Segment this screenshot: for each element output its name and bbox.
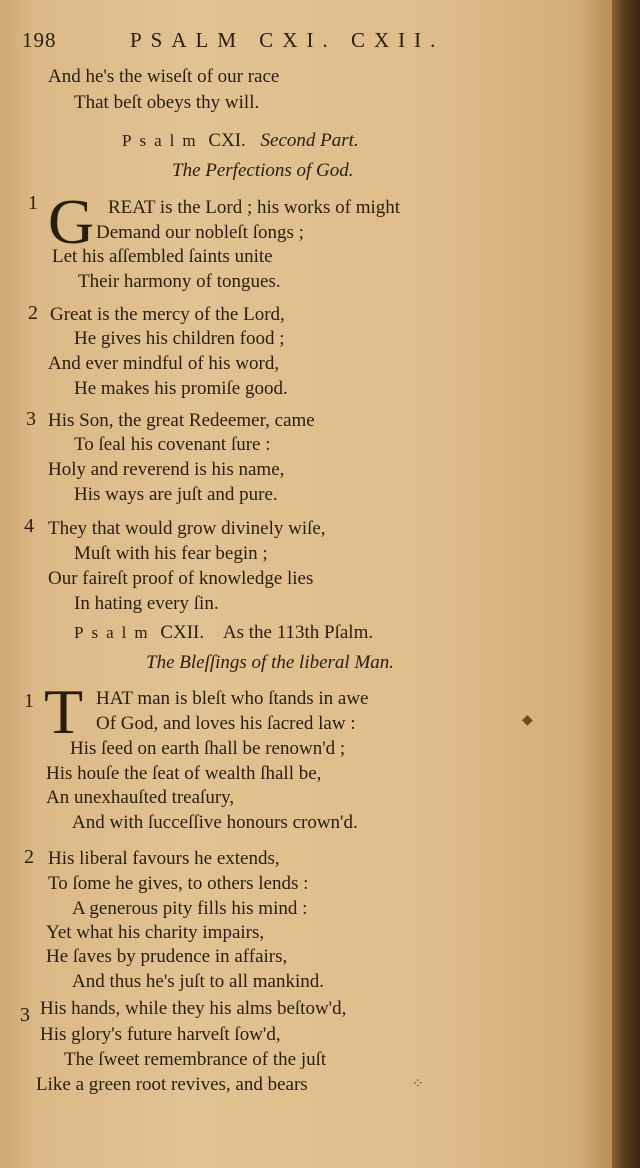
verse-line: Yet what his charity impairs,: [46, 922, 265, 943]
verse-line: Like a green root revives, and bears: [36, 1074, 308, 1095]
verse-line: And thus he's juſt to all mankind.: [72, 971, 324, 992]
verse-line: His ſeed on earth ſhall be renown'd ;: [70, 738, 346, 759]
verse-line: He ſaves by prudence in affairs,: [46, 946, 288, 967]
section-subtitle: The Bleſſings of the liberal Man.: [146, 652, 395, 673]
verse-line: His hands, while they his alms beſtow'd,: [40, 998, 347, 1019]
ornament-mark: ◆: [522, 713, 533, 728]
verse-line: His Son, the great Redeemer, came: [48, 410, 315, 431]
section-heading: Psalm CXI. Second Part.: [122, 130, 359, 151]
verse-line: Great is the mercy of the Lord,: [50, 304, 285, 325]
verse-line: REAT is the Lord ; his works of might: [108, 197, 401, 218]
book-gutter: [612, 0, 640, 1168]
stanza-number: 4: [24, 515, 34, 537]
section-heading: Psalm CXII. As the 113th Pſalm.: [74, 622, 374, 643]
page-number: 198: [22, 28, 57, 52]
verse-line: Demand our nobleſt ſongs ;: [96, 222, 304, 243]
verse-line: His liberal favours he extends,: [48, 848, 280, 869]
verse-line: To ſome he gives, to others lends :: [48, 873, 309, 894]
drop-cap: T: [44, 676, 84, 747]
verse-line: His glory's future harveſt ſow'd,: [40, 1024, 281, 1045]
verse-line: Our faireſt proof of knowledge lies: [48, 568, 314, 589]
verse-line: His houſe the ſeat of wealth ſhall be,: [46, 763, 322, 784]
stanza-number: 1: [24, 690, 34, 712]
stanza-number: 2: [28, 302, 38, 324]
verse-line: Holy and reverend is his name,: [48, 459, 285, 480]
verse-line: The ſweet remembrance of the juſt: [64, 1049, 327, 1070]
verse-line: Their harmony of tongues.: [78, 271, 281, 292]
verse-line: To ſeal his covenant ſure :: [74, 434, 271, 455]
verse-line: Let his aſſembled ſaints unite: [52, 246, 273, 267]
verse-line: He makes his promiſe good.: [74, 378, 288, 399]
verse-line: And he's the wiseſt of our race: [48, 66, 280, 87]
verse-line: Of God, and loves his ſacred law :: [96, 713, 356, 734]
running-title: PSALM CXI. CXII.: [130, 28, 445, 52]
stanza-number: 1: [28, 192, 38, 214]
verse-line: And ever mindful of his word,: [48, 353, 280, 374]
stanza-number: 2: [24, 846, 34, 868]
verse-line: An unexhauſted treaſury,: [46, 787, 235, 808]
verse-line: That beſt obeys thy will.: [74, 92, 260, 113]
section-subtitle: The Perfections of God.: [172, 160, 354, 181]
stanza-number: 3: [20, 1004, 30, 1026]
stanza-number: 3: [26, 408, 36, 430]
verse-line: He gives his children food ;: [74, 328, 285, 349]
verse-line: And with ſucceſſive honours crown'd.: [72, 812, 358, 833]
verse-line: In hating every ſin.: [74, 593, 219, 614]
verse-line: HAT man is bleſt who ſtands in awe: [96, 688, 369, 709]
verse-line: A generous pity fills his mind :: [72, 898, 308, 919]
verse-line: They that would grow divinely wiſe,: [48, 518, 326, 539]
ornament-mark: ⁘: [412, 1077, 424, 1092]
verse-line: Muſt with his fear begin ;: [74, 543, 268, 564]
drop-cap: G: [48, 186, 95, 257]
verse-line: His ways are juſt and pure.: [74, 484, 278, 505]
